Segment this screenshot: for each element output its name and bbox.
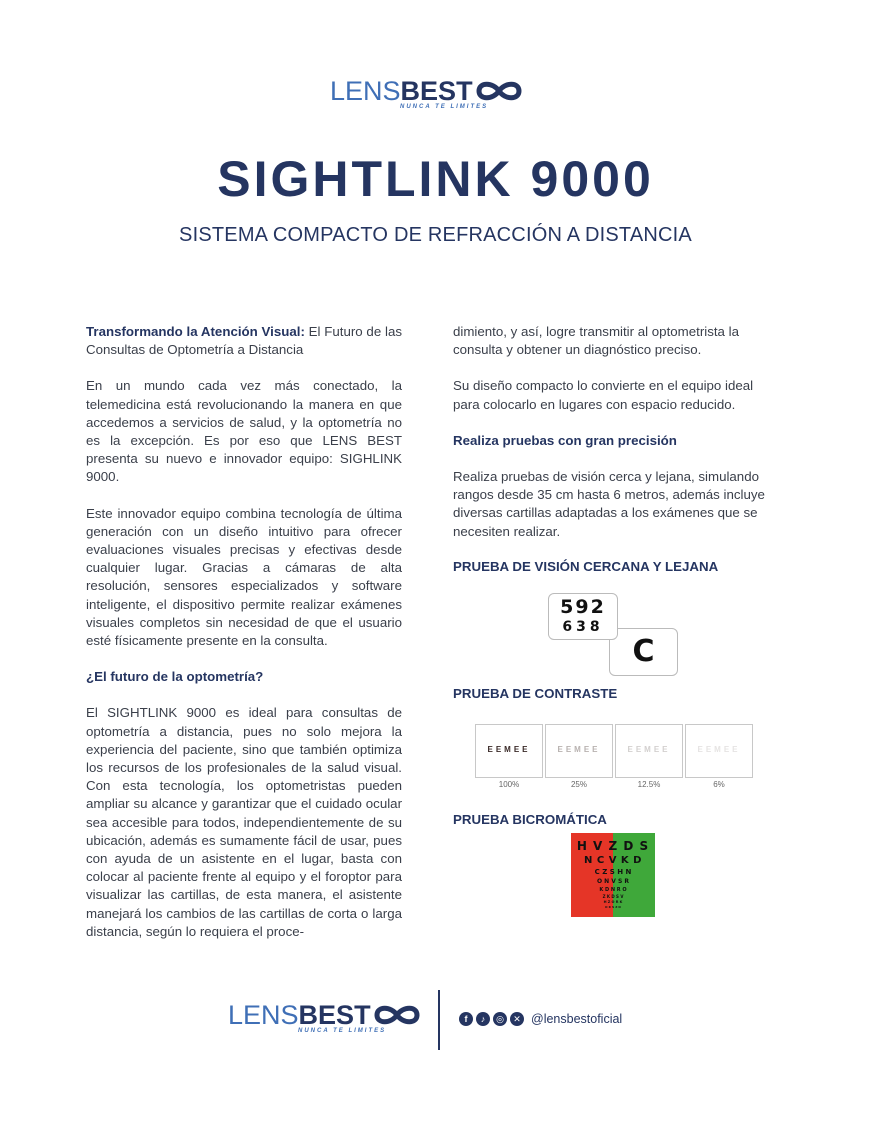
brand-tagline: NUNCA TE LIMITES xyxy=(400,104,489,110)
bichrome-row: N C V K D xyxy=(584,855,642,866)
intro-rest: El Futuro de las Consultas de Optometría a Distancia xyxy=(86,324,402,358)
contrast-letters: EEMEE xyxy=(697,745,741,754)
section-heading: Realiza pruebas con gran precisión xyxy=(453,432,677,448)
contrast-box xyxy=(475,724,543,778)
page-title: SIGHTLINK 9000 xyxy=(217,151,654,207)
brand-wordmark xyxy=(330,76,473,106)
paragraph: Realiza pruebas de visión cerca y lejana, simulando rangos desde 35 cm hasta 6 metros, además incluye diversas cartillas adaptadas a los exámenes que se necesiten realizar. xyxy=(453,469,765,539)
near-chart-card xyxy=(548,593,618,640)
contrast-box xyxy=(615,724,683,778)
contrast-label: 100% xyxy=(498,780,520,789)
brand-logo xyxy=(330,76,523,116)
contrast-letters: EEMEE xyxy=(627,745,671,754)
brand-best: BEST xyxy=(298,1000,371,1030)
test-label-contrast: PRUEBA DE CONTRASTE xyxy=(453,686,618,701)
facebook-icon[interactable]: f xyxy=(459,1012,473,1026)
contrast-box xyxy=(545,724,613,778)
brand-tagline: NUNCA TE LIMITES xyxy=(298,1028,387,1034)
contrast-label: 12.5% xyxy=(637,780,661,789)
instagram-icon[interactable]: ◎ xyxy=(493,1012,507,1026)
bichrome-row: C Z S H N xyxy=(594,868,632,876)
bichrome-row: Z K D S V xyxy=(602,894,624,899)
intro-bold: Transformando la Atención Visual: xyxy=(86,324,305,339)
right-column xyxy=(453,323,769,559)
paragraph: dimiento, y así, logre transmitir al optometrista la consulta y obtener un diagnóstico preciso. xyxy=(453,324,739,358)
section-heading: ¿El futuro de la optometría? xyxy=(86,669,264,685)
x-icon[interactable]: ✕ xyxy=(510,1012,524,1026)
bichrome-row: O K S Z D xyxy=(605,905,621,909)
paragraph: El SIGHTLINK 9000 es ideal para consultas de optometría a distancia, pues no solo mejora la experiencia del paciente, sino que también optimiza los recursos de los profesionales de la salud visual. Con esta tecnología, los optometristas pueden ampliar su alcance y garantizar que el cuidado ocular sea accesible para todos, independientemente de su ubicación, además es sumamente fácil de usar, pues con ayuda de un asistente en el lugar, basta con colocar al paciente frente al equipo y el foroptor para visualizar las cartillas, de esta manera, el asistente manejará los cambios de las cartillas de corta o larga distancia, según lo requiera el proce- xyxy=(86,705,402,939)
brand-wordmark xyxy=(228,1000,371,1030)
brand-lens: LENS xyxy=(330,76,401,106)
bichrome-row: H V Z D S xyxy=(576,839,650,853)
bichrome-row: H Z O R K xyxy=(603,900,623,904)
contrast-box xyxy=(685,724,753,778)
intro-paragraph xyxy=(86,323,402,359)
brand-best: BEST xyxy=(400,76,473,106)
brand-lens: LENS xyxy=(228,1000,299,1030)
optotype-row-1: 592 xyxy=(560,596,606,618)
social-links xyxy=(459,1012,622,1026)
test-label-bichrome: PRUEBA BICROMÁTICA xyxy=(453,812,607,827)
landolt-c-symbol: C xyxy=(632,634,655,669)
tiktok-icon[interactable]: ♪ xyxy=(476,1012,490,1026)
distance-chart-card xyxy=(609,628,678,676)
contrast-label: 25% xyxy=(570,780,587,789)
paragraph: Su diseño compacto lo convierte en el equipo ideal para colocarlo en lugares con espacio reducido. xyxy=(453,378,754,412)
bichrome-row: O N V S R xyxy=(596,878,630,885)
footer-divider xyxy=(438,990,440,1050)
paragraph: Este innovador equipo combina tecnología de última generación con un diseño intuitivo para ofrecer evaluaciones visuales precisas y efectivas desde cualquier lugar. Gracias a cámaras de alta resolución, sensores especializados y software inteligente, el dispositivo permite realizar exámenes visuales completos sin necesidad de que el usuario esté físicamente presente en la consulta. xyxy=(86,505,402,649)
infinity-icon xyxy=(475,79,523,103)
bichrome-row: K D N R O xyxy=(599,887,627,893)
social-handle[interactable]: @lensbestoficial xyxy=(531,1012,623,1026)
footer-logo xyxy=(228,1000,421,1040)
infinity-icon xyxy=(373,1003,421,1027)
contrast-label: 6% xyxy=(713,780,725,789)
page-subtitle: SISTEMA COMPACTO DE REFRACCIÓN A DISTANCIA xyxy=(179,224,692,246)
test-label-near-far: PRUEBA DE VISIÓN CERCANA Y LEJANA xyxy=(453,559,719,574)
bichrome-chart xyxy=(571,833,655,917)
paragraph: En un mundo cada vez más conectado, la telemedicina está revolucionando la manera en que accedemos a servicios de salud, y la optometría no es la excepción. Es por eso que LENS BEST presenta su nuevo e innovador equipo: SIGHLINK 9000. xyxy=(86,378,402,485)
optotype-row-2: 638 xyxy=(562,619,604,635)
contrast-letters: EEMEE xyxy=(487,745,531,754)
left-column xyxy=(86,323,402,959)
contrast-letters: EEMEE xyxy=(557,745,601,754)
